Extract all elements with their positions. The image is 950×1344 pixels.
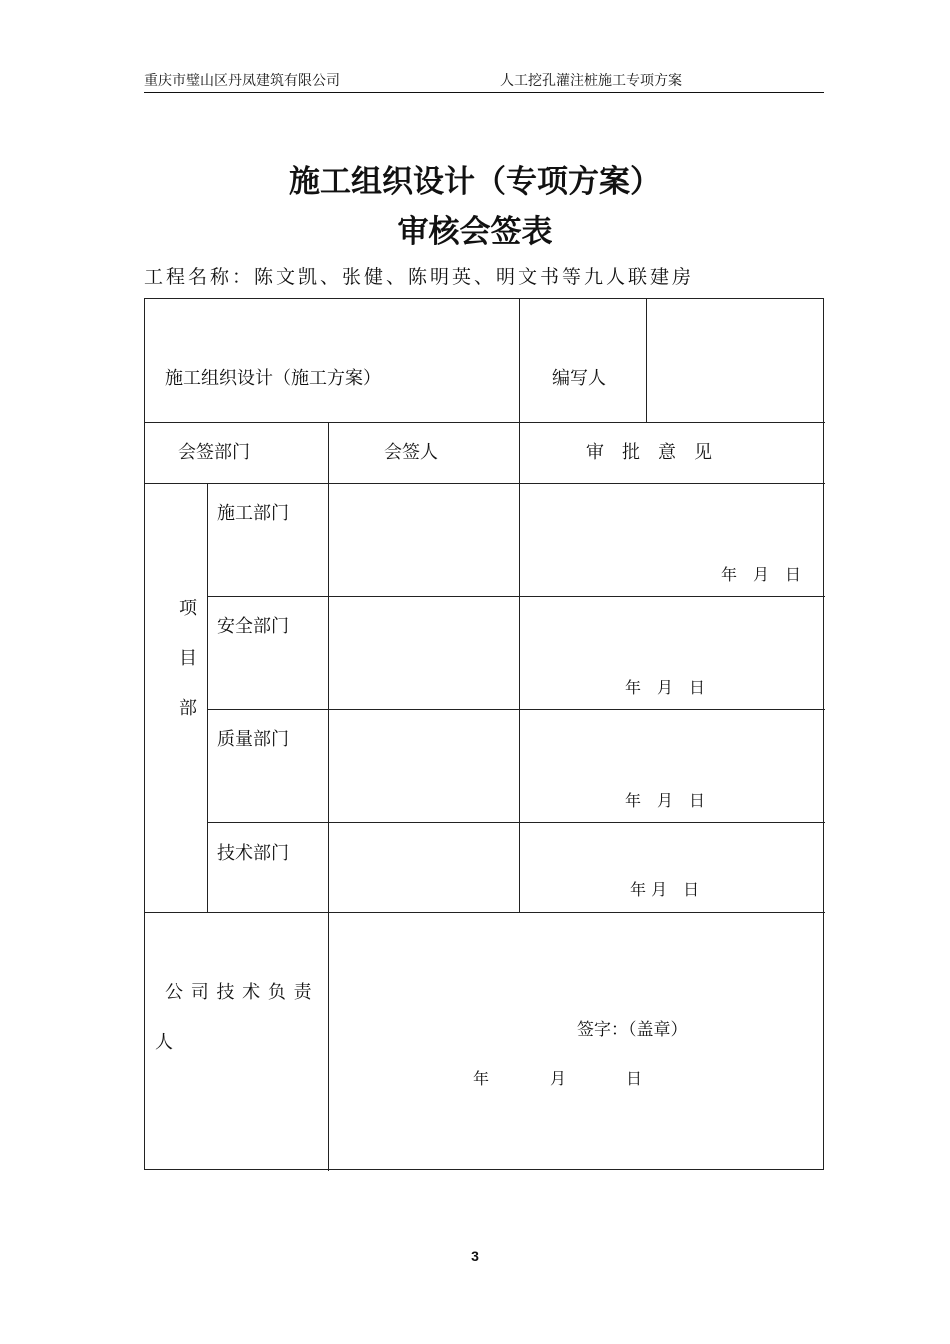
table-rule xyxy=(328,422,329,912)
header-doc-name: 人工挖孔灌注桩施工专项方案 xyxy=(500,73,682,89)
date-quality: 年 月 日 xyxy=(625,791,706,810)
date-technical: 年 月 日 xyxy=(630,880,700,899)
design-label: 施工组织设计（施工方案） xyxy=(165,368,381,389)
signoff-table xyxy=(144,298,824,1170)
table-rule xyxy=(519,299,520,912)
table-rule xyxy=(145,483,825,484)
project-dept-label xyxy=(176,584,200,734)
table-rule xyxy=(145,422,825,423)
writer-label: 编写人 xyxy=(552,368,606,389)
project-dept-char: 项 xyxy=(179,598,197,619)
final-date-year: 年 xyxy=(473,1069,490,1088)
table-rule xyxy=(207,483,208,912)
project-dept-char: 目 xyxy=(179,648,197,669)
page-header xyxy=(144,72,824,93)
tech-head-label-line2: 人 xyxy=(155,1032,173,1053)
table-rule xyxy=(207,596,825,597)
date-construction: 年 月 日 xyxy=(721,565,802,584)
dept-safety: 安全部门 xyxy=(217,616,289,637)
project-dept-char: 部 xyxy=(179,698,197,719)
col-header-opinion: 审 批 意 见 xyxy=(586,442,712,463)
dept-quality: 质量部门 xyxy=(217,729,289,750)
sign-seal-label: 签字：（盖章） xyxy=(577,1020,688,1040)
table-rule xyxy=(328,912,329,1171)
project-name: 工程名称：陈文凯、张健、陈明英、明文书等九人联建房 xyxy=(144,266,695,288)
page-number: 3 xyxy=(471,1248,479,1264)
dept-construction: 施工部门 xyxy=(217,503,289,524)
page-subtitle: 审核会签表 xyxy=(397,214,553,250)
page-title: 施工组织设计（专项方案） xyxy=(289,164,661,200)
table-rule xyxy=(207,822,825,823)
writer-field[interactable] xyxy=(647,299,823,422)
tech-head-label-line1: 公 司 技 术 负 责 xyxy=(165,982,313,1003)
dept-technical: 技术部门 xyxy=(217,843,289,864)
col-header-dept: 会签部门 xyxy=(178,442,250,463)
header-company: 重庆市璧山区丹凤建筑有限公司 xyxy=(144,73,340,89)
table-rule xyxy=(145,912,825,913)
date-safety: 年 月 日 xyxy=(625,678,706,697)
final-date-month: 月 xyxy=(550,1069,567,1088)
table-rule xyxy=(207,709,825,710)
final-date-day: 日 xyxy=(626,1069,643,1088)
col-header-signer: 会签人 xyxy=(384,442,438,463)
